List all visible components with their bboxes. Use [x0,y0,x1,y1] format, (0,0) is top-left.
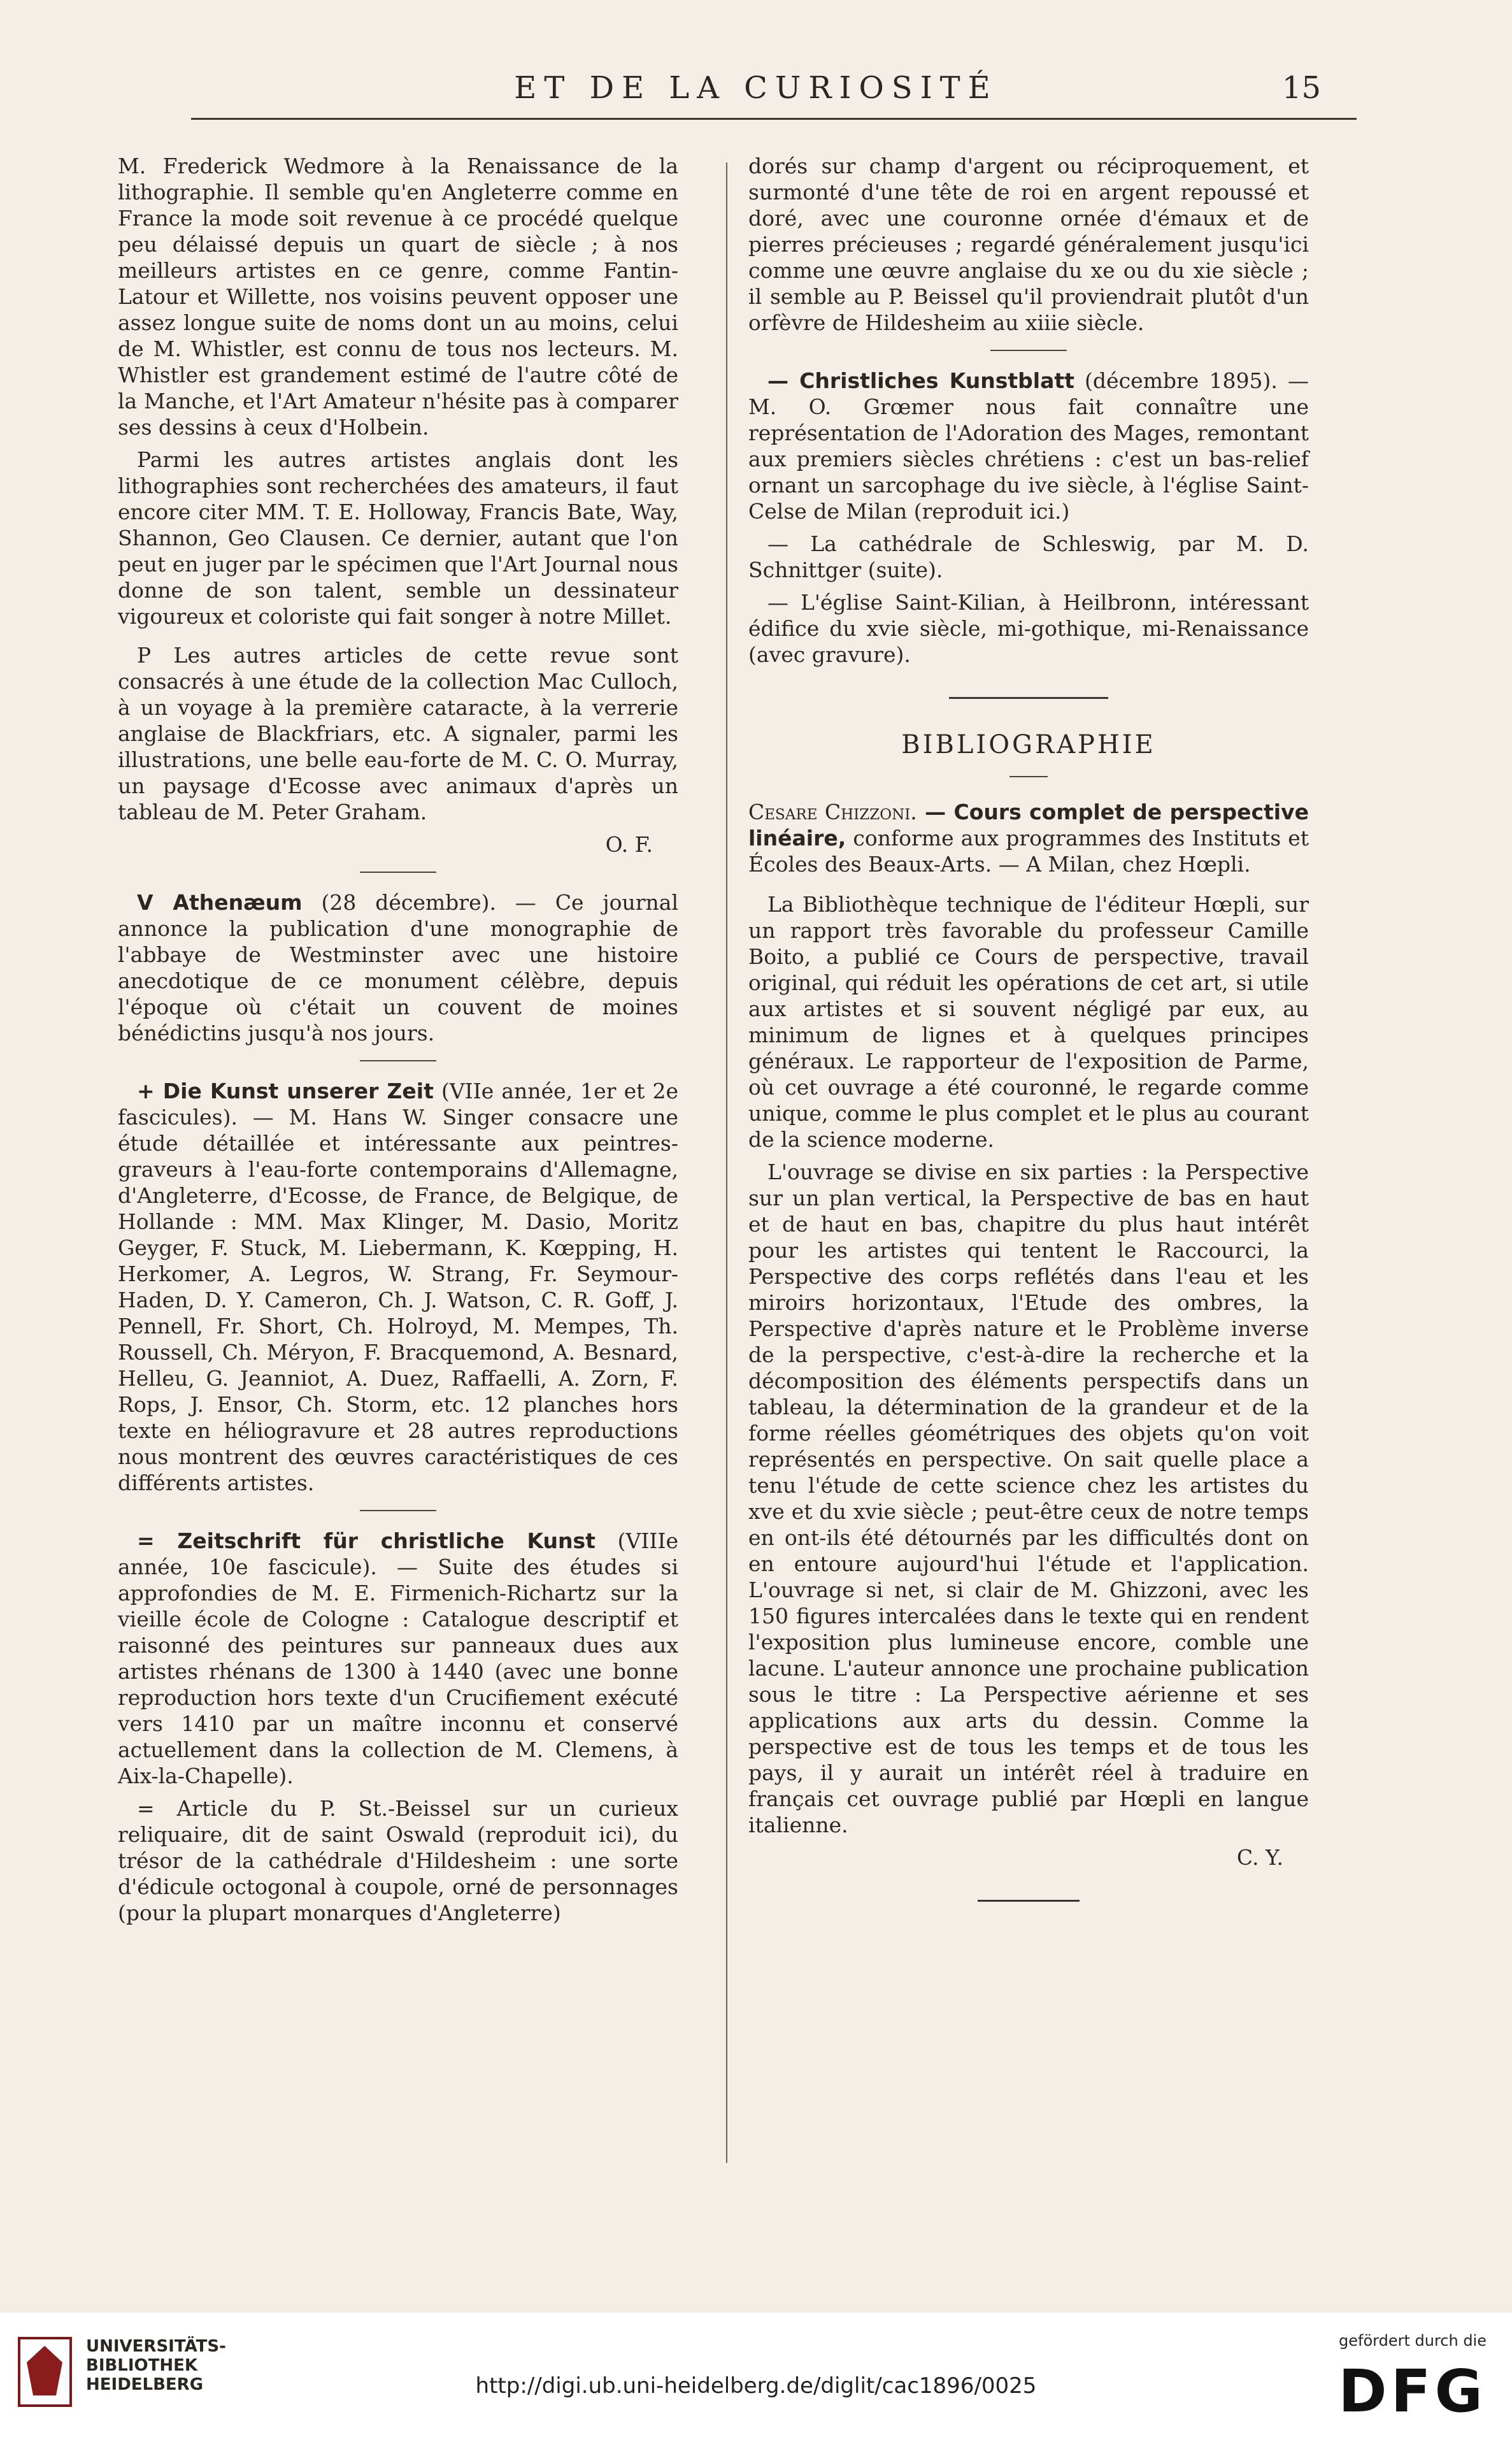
funding-note: gefördert durch die [1339,2332,1487,2350]
paragraph: = Article du P. St.-Beissel sur un curieux reliquaire, dit de saint Oswald (reproduit ici), du trésor de la cathédrale d'Hildesheim : une sorte d'édicule octogonal à coupole, orné de personnages (pour la plupart monarques d'Angleterre) [118,1796,678,1925]
page-number: 15 [1281,70,1321,106]
review-zeitschrift: = Zeitschrift für christliche Kunst (VIIIe année, 10e fascicule). — Suite des études si approfondies de M. E. Firmenich-Richartz sur la vieille école de Cologne : Catalogue descriptif et raisonné des peintures sur panneaux dues aux artistes rhénans de 1300 à 1440 (avec une bonne reproduction hors texte d'un Crucifiement exécuté vers 1410 par un maître inconnu et conservé actuellement dans la collection de M. Clemens, à Aix-la-Chapelle). [118,1528,678,1788]
library-name: UNIVERSITÄTS- BIBLIOTHEK HEIDELBERG [86,2337,226,2394]
paragraph: M. Frederick Wedmore à la Renaissance de la lithographie. Il semble qu'en Angleterre comme en France la mode soit revenue à ce procédé quelque peu délaissé depuis un quart de siècle ; à nos meilleurs artistes en ce genre, comme Fantin-Latour et Willette, nos voisins peuvent opposer une assez longue suite de noms dont un au moins, celui de M. Whistler, est connu de tous nos lecteurs. M. Whistler est grandement estimé de l'autre côté de la Manche, et l'Art Amateur n'hésite pas à comparer ses dessins à ceux d'Holbein. [118,154,678,440]
paragraph: — L'église Saint-Kilian, à Heilbronn, intéressant édifice du xvie siècle, mi-gothique, mi-Renaissance (avec gravure). [748,590,1309,667]
signature: C. Y. [1236,1845,1283,1870]
journal-title: + Die Kunst unserer Zeit [137,1079,434,1103]
left-column [118,153,678,1932]
book-author: Cesare Chizzoni. [748,800,917,824]
paragraph: L'ouvrage se divise en six parties : la Perspective sur un plan vertical, la Perspective de bas en haut et de haut en bas, chapitre du plus haut intérêt pour les artistes qui tentent le Raccourci, la Perspective des corps reflétés dans l'eau et les miroirs horizontaux, l'Etude des ombres, la Perspective d'après nature et le Problème inverse de la perspective, c'est-à-dire la recherche et la décomposition des éléments perspectifs dans un tableau, la détermination de la grandeur et de la forme réelles géométriques des objets qu'on voit représentés en perspective. On sait quelle place a tenu l'étude de cette science chez les artistes du xve et du xvie siècle ; peut-être ceux de notre temps en ont-ils été détournés par les difficultés dont on en entoure aujourd'hui l'étude et l'application. L'ouvrage si net, si clair de M. Ghizzoni, avec les 150 figures intercalées dans le texte qui en rendent l'exposition plus lumineuse encore, comble une lacune. L'auteur annonce une prochaine publication sous le titre : La Perspective aérienne et ses applications aux arts du dessin. Comme la perspective est de tous les temps et de tous les pays, il y aurait un intérêt réel à traduire en français cet ouvrage publié par Hœpli en langue italienne. [748,1160,1309,1837]
paragraph: — La cathédrale de Schleswig, par M. D. Schnittger (suite). [748,531,1309,582]
book-entry: Cesare Chizzoni. — Cours complet de perspective linéaire, conforme aux programmes des Instituts et Écoles des Beaux-Arts. — A Milan, chez Hœpli. [748,800,1309,877]
source-link[interactable]: http://digi.ub.uni-heidelberg.de/diglit/cac1896/0025 [475,2373,1037,2399]
separator-rule [360,1060,436,1061]
journal-title: V Athenæum [137,890,303,915]
ornament-divider [748,1887,1309,1913]
right-column [748,153,1309,1935]
review-kunst: + Die Kunst unserer Zeit (VIIe année, 1er et 2e fascicules). — M. Hans W. Singer consacre une étude détaillée et intéressante aux peintres-graveurs à l'eau-forte contemporains d'Allemagne, d'Angleterre, d'Ecosse, de France, de Belgique, de Hollande : MM. Max Klinger, M. Dasio, Moritz Geyger, F. Stuck, M. Liebermann, K. Kœpping, H. Herkomer, A. Legros, W. Strang, Fr. Seymour-Haden, D. Y. Cameron, Ch. J. Watson, C. R. Goff, J. Pennell, Fr. Short, Ch. Holroyd, M. Mempes, Th. Roussell, Ch. Méryon, F. Bracquemond, A. Besnard, Helleu, G. Jeanniot, A. Duez, Raffaelli, A. Zorn, F. Rops, J. Ensor, Ch. Storm, etc. 12 planches hors texte en héliogravure et 28 autres reproductions nous montrent des œuvres caractéristiques de ces différents artistes. [118,1079,678,1495]
dfg-logo: DFG [1338,2357,1487,2425]
running-header-title: ET DE LA CURIOSITÉ [514,70,998,106]
journal-title: — Christliches Kunstblatt [767,368,1074,393]
header-rule [191,118,1357,120]
ornament-divider [748,684,1309,710]
signature: O. F. [605,832,653,857]
section-heading: BIBLIOGRAPHIE [901,730,1156,759]
paragraph: P Les autres articles de cette revue sont consacrés à une étude de la collection Mac Culloch, à un voyage à la première cataracte, à la verrerie anglaise de Blackfriars, etc. A signaler, parmi les illustrations, une belle eau-forte de M. C. O. Murray, un paysage d'Ecosse avec animaux d'après un tableau de M. Peter Graham. [118,643,678,824]
separator-rule [1009,776,1048,777]
separator-rule [360,872,436,873]
column-divider [726,162,727,2163]
book-title: — Cours complet de perspective linéaire, [748,800,1309,851]
review-athenaeum: V Athenæum (28 décembre). — Ce journal annonce la publication d'une monographie de l'abbaye de Westminster avec une histoire anecdotique de ce monument célèbre, depuis l'époque où c'était un couvent de moines bénédictins jusqu'à nos jours. [118,890,679,1045]
separator-rule [360,1510,436,1511]
review-christliches: — Christliches Kunstblatt (décembre 1895). — M. O. Grœmer nous fait connaître une représentation de l'Adoration des Mages, remontant aux premiers siècles chrétiens : c'est un bas-relief ornant un sarcophage du ive siècle, à l'église Saint-Celse de Milan (reproduit ici.) [748,368,1309,524]
separator-rule [990,350,1067,351]
paragraph: Parmi les autres artistes anglais dont les lithographies sont recherchées des amateurs, il faut encore citer MM. T. E. Holloway, Francis Bate, Way, Shannon, Geo Clausen. Ce dernier, autant que l'on peut en juger par le spécimen que l'Art Journal nous donne de son talent, semble un dessinateur vigoureux et coloriste qui fait songer à notre Millet. [118,447,678,629]
paragraph: La Bibliothèque technique de l'éditeur Hœpli, sur un rapport très favorable du professeur Camille Boito, a publié ce Cours de perspective, travail original, qui réduit les opérations de cet art, si utile aux artistes et si souvent négligé par eux, au minimum de lignes et à quelques principes généraux. Le rapporteur de l'exposition de Parme, où cet ouvrage a été couronné, le regarde comme unique, comme le plus complet et le plus au courant de la science moderne. [748,892,1309,1152]
paragraph: dorés sur champ d'argent ou réciproquement, et surmonté d'une tête de roi en argent repoussé et doré, avec une couronne ornée d'émaux et de pierres précieuses ; regardé généralement jusqu'ici comme une œuvre anglaise du xe ou du xie siècle ; il semble au P. Beissel qu'il proviendrait plutôt d'un orfèvre de Hildesheim au xiiie siècle. [748,154,1309,335]
journal-title: = Zeitschrift für christliche Kunst [137,1528,596,1553]
